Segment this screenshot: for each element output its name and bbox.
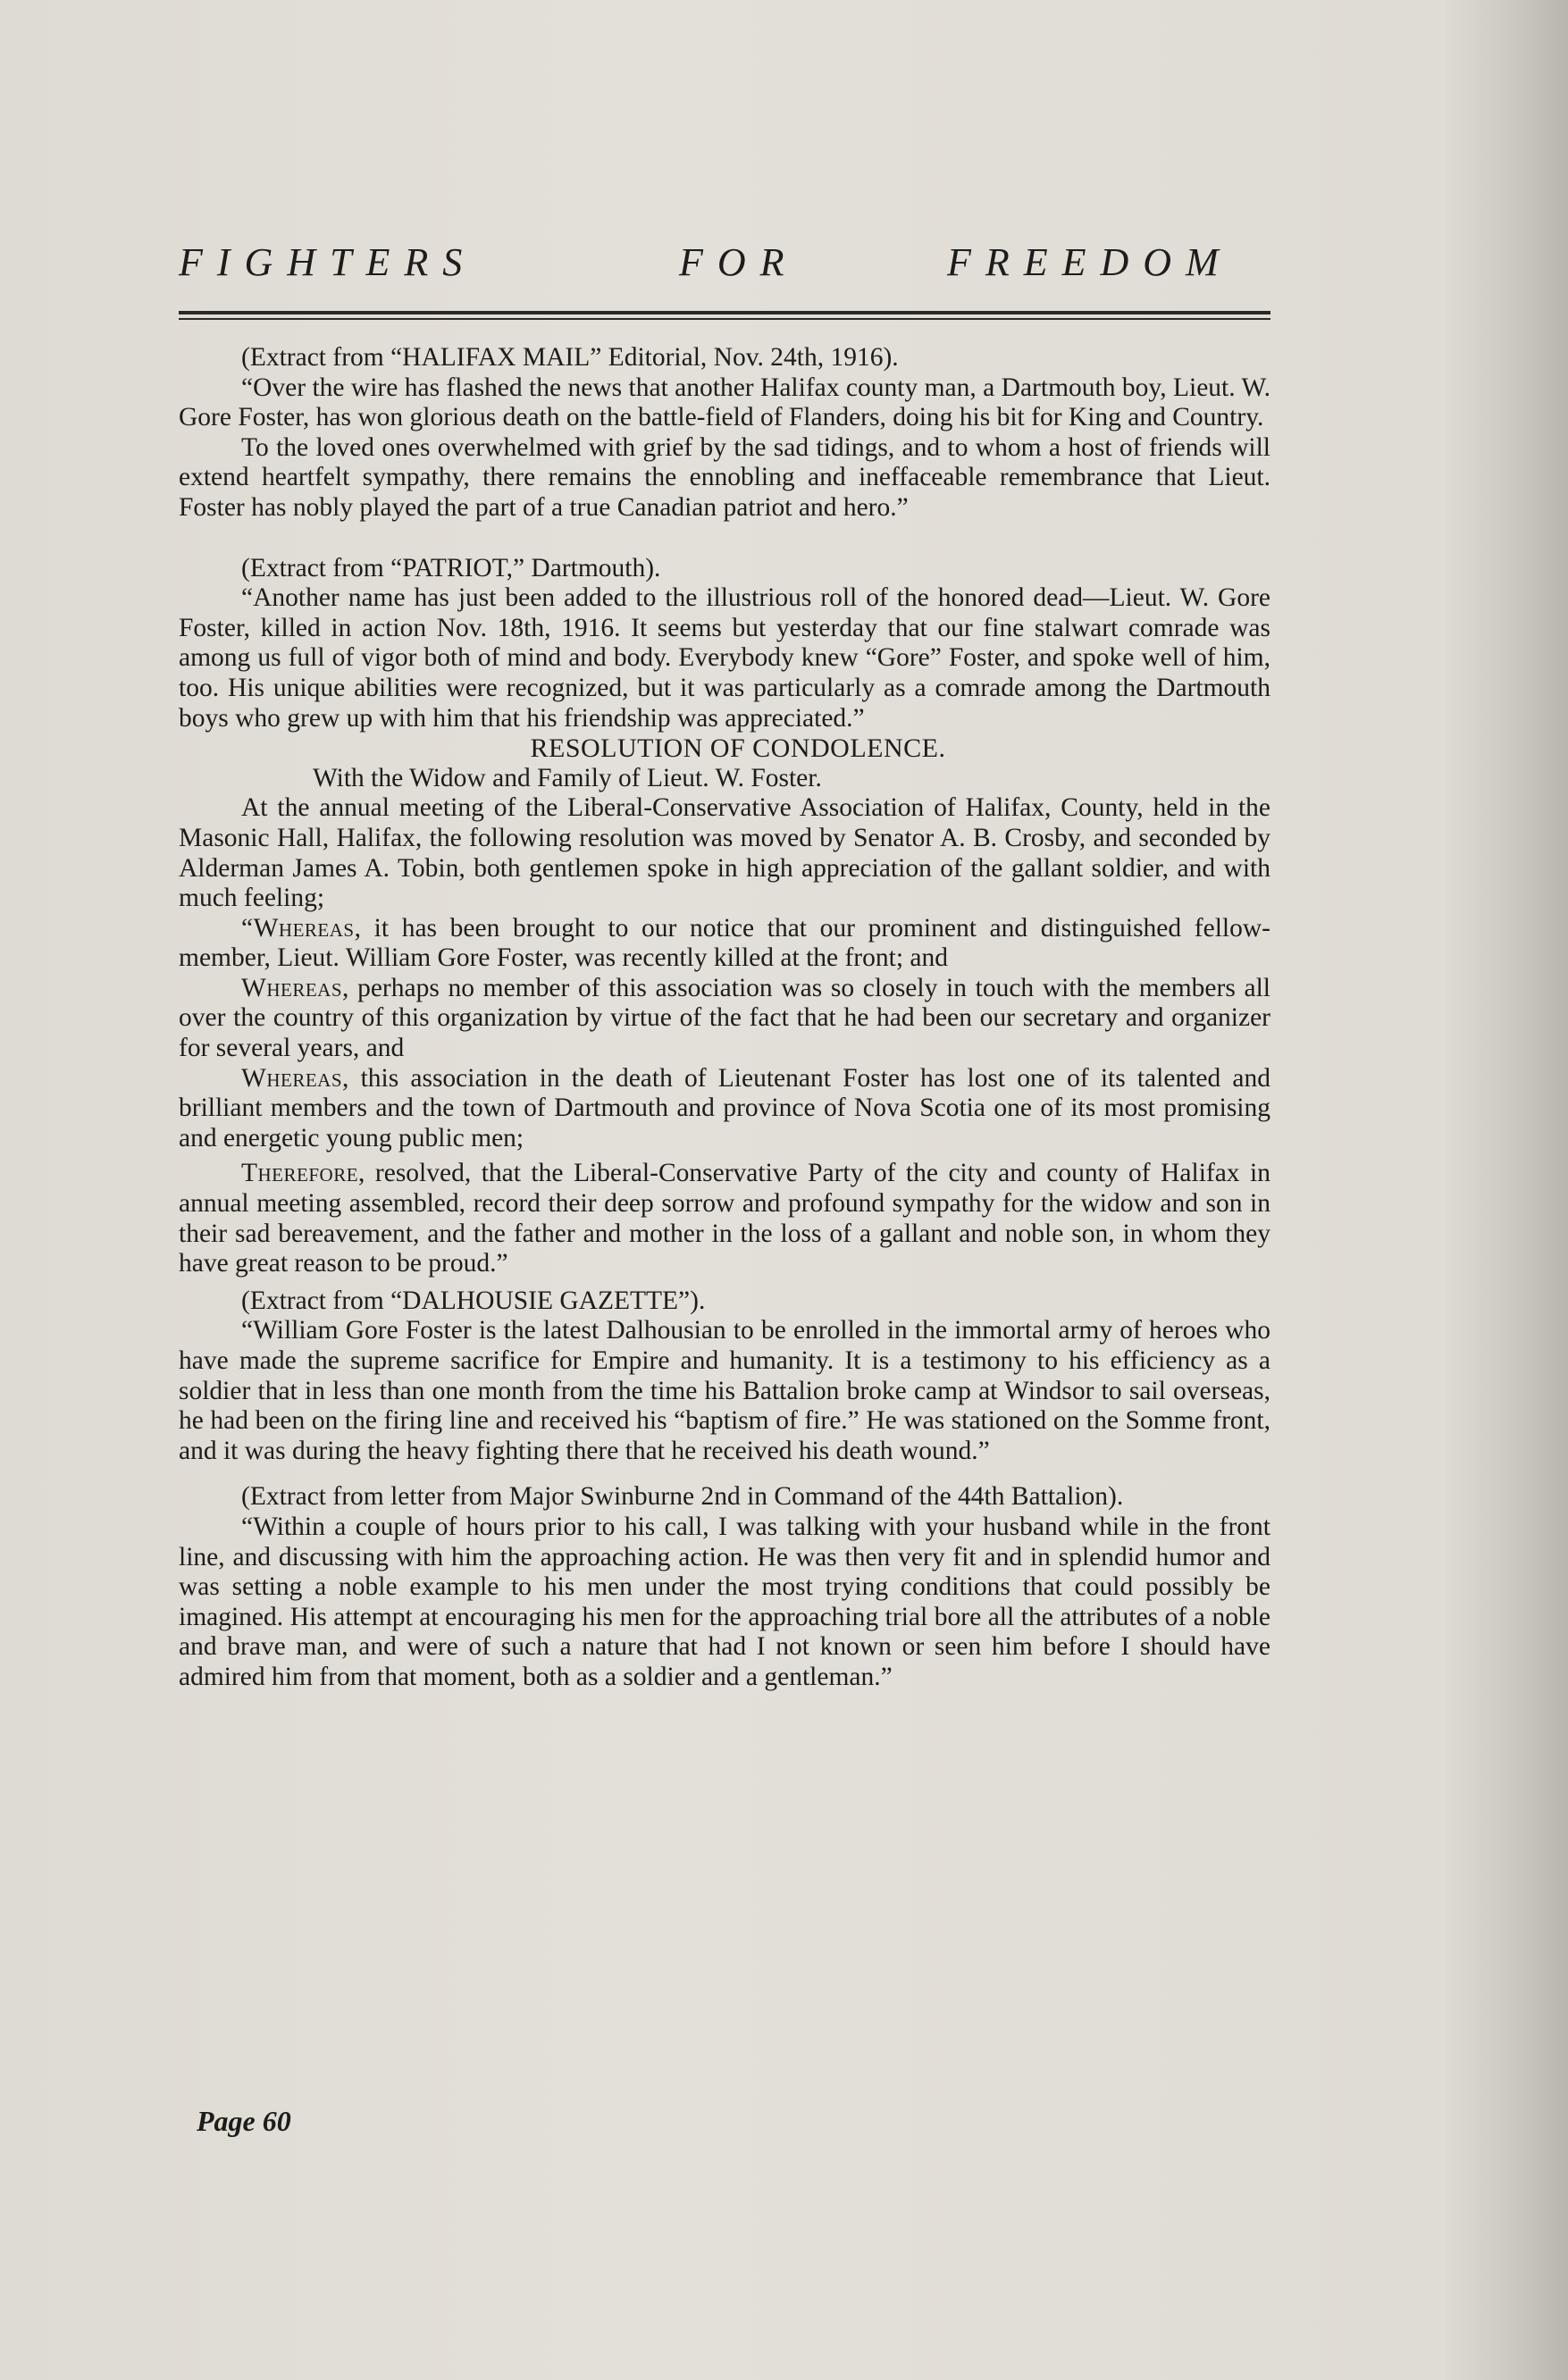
extract-heading-patriot: (Extract from “PATRIOT,” Dartmouth). xyxy=(241,553,661,582)
header-rule-thin xyxy=(179,318,1270,320)
paragraph: “William Gore Foster is the latest Dalhousian to be enrolled in the immortal army of heroes who have made the supreme sacrifice for Empire and humanity. It is a testimony to his efficiency as a soldier that in less than one month from the time his Battalion broke camp at Windsor to sail overseas, he had been on the firing line and received his “baptism of fire.” He was stationed on the Somme front, and it was during the heavy fighting there that he received his death wound.” xyxy=(179,1316,1270,1465)
header-word-fighters: FIGHTERS xyxy=(179,240,477,284)
paragraph: “Over the wire has flashed the news that another Halifax county man, a Dartmouth boy, Lieut. W. Gore Foster, has won glorious death on the battle-field of Flanders, doing his bit for King and Country. xyxy=(179,373,1270,432)
header-word-for: FOR xyxy=(679,240,799,284)
clause-text: , perhaps no member of this association was so closely in touch with the members all over the country of this organization by virtue of the fact that he had been our secretary and organizer for several years, and xyxy=(179,973,1270,1063)
whereas-clause xyxy=(179,1064,1270,1154)
clause-lead: “Whereas xyxy=(241,913,355,943)
paragraph: To the loved ones overwhelmed with grief by the sad tidings, and to whom a host of friends will extend heartfelt sympathy, there remains the ennobling and ineffaceable remembrance that Lieut. Foster has nobly played the part of a true Canadian patriot and hero.” xyxy=(179,432,1270,522)
extract-heading-halifax-mail: (Extract from “HALIFAX MAIL” Editorial, Nov. 24th, 1916). xyxy=(241,343,899,372)
resolution-subtitle: With the Widow and Family of Lieut. W. Foster. xyxy=(313,763,822,792)
running-header xyxy=(179,239,1269,284)
header-rule-thick xyxy=(179,311,1270,314)
clause-lead: Therefore xyxy=(241,1159,359,1188)
extract-heading-letter: (Extract from letter from Major Swinburne 2nd in Command of the 44th Battalion). xyxy=(241,1482,1124,1512)
whereas-clause xyxy=(179,914,1270,974)
article-body xyxy=(179,343,1270,1693)
clause-text: , this association in the death of Lieutenant Foster has lost one of its talented and brilliant members and the town of Dartmouth and province of Nova Scotia one of its most promising and energetic young public men; xyxy=(179,1063,1270,1152)
clause-lead: Whereas xyxy=(241,973,343,1002)
extract-heading-dalhousie-gazette: (Extract from “DALHOUSIE GAZETTE”). xyxy=(241,1286,706,1315)
clause-text: , it has been brought to our notice that our prominent and distinguished fellow-member, Lieut. William Gore Foster, was recently killed at the front; and xyxy=(179,913,1270,973)
page-number: Page 60 xyxy=(197,2105,291,2137)
paragraph: “Within a couple of hours prior to his call, I was talking with your husband while in the front line, and discussing with him the approaching action. He was then very fit and in splendid humor and was setting a noble example to his men under the most trying conditions that could possibly be imagined. His attempt at encouraging his men for the approaching trial bore all the attributes of a noble and brave man, and were of such a nature that had I not known or seen him before I should have admired him from that moment, both as a soldier and a gentleman.” xyxy=(179,1512,1270,1691)
whereas-clause xyxy=(179,974,1270,1064)
clause-text: , resolved, that the Liberal-Conservative Party of the city and county of Halifax in annual meeting assembled, record their deep sorrow and profound sympathy for the widow and son in their sad bereavement, and the father and mother in the loss of a gallant and noble son, in whom they have great reason to be proud.” xyxy=(179,1159,1270,1278)
therefore-clause xyxy=(179,1159,1270,1278)
paragraph: “Another name has just been added to the illustrious roll of the honored dead—Lieut. W. Gore Foster, killed in action Nov. 18th, 1916. It seems but yesterday that our fine stalwart comrade was among us full of vigor both of mind and body. Everybody knew “Gore” Foster, and spoke well of him, too. His unique abilities were recognized, but it was particularly as a comrade among the Dartmouth boys who grew up with him that his friendship was appreciated.” xyxy=(179,583,1270,733)
resolution-title: RESOLUTION OF CONDOLENCE. xyxy=(530,733,946,764)
clause-lead: Whereas xyxy=(241,1063,343,1093)
paragraph: At the annual meeting of the Liberal-Conservative Association of Halifax, County, held in the Masonic Hall, Halifax, the following resolution was moved by Senator A. B. Crosby, and seconded by Alderman James A. Tobin, both gentlemen spoke in high appreciation of the gallant soldier, and with much feeling; xyxy=(179,793,1270,913)
header-word-freedom: FREEDOM xyxy=(947,240,1233,284)
